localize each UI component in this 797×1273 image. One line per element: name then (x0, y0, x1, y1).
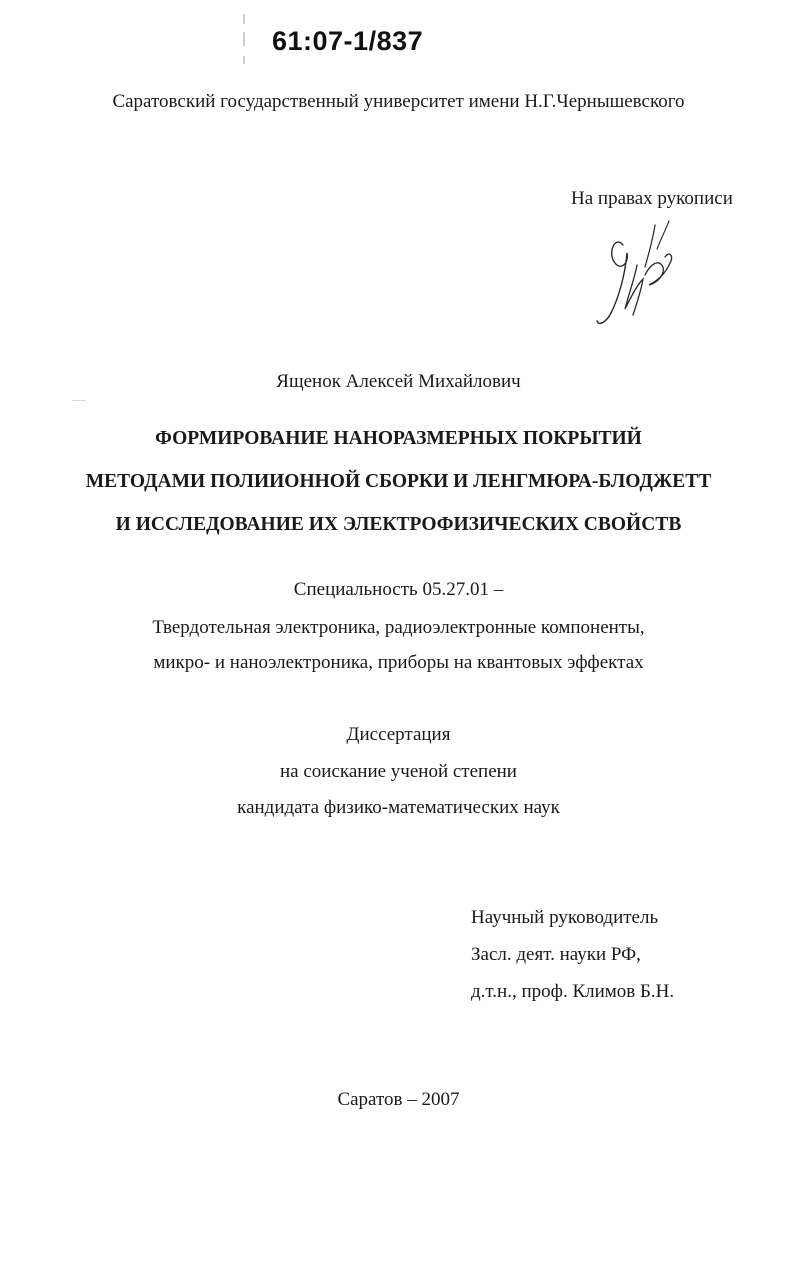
specialty-code: Специальность 05.27.01 – (293, 579, 504, 600)
specialty-description: Твердотельная электроника, радиоэлектронные компоненты, (152, 617, 645, 638)
library-code-stamp: 61:07-1/837 (272, 26, 424, 56)
city-and-year: Саратов – 2007 (337, 1089, 460, 1110)
scan-artifact-mark (243, 32, 245, 46)
manuscript-rights-note: На правах рукописи (571, 188, 733, 209)
thesis-title-line: МЕТОДАМИ ПОЛИИОННОЙ СБОРКИ И ЛЕНГМЮРА-БЛОДЖЕТТ (85, 471, 712, 492)
supervisor-title: Засл. деят. науки РФ, (471, 944, 641, 965)
scan-artifact-mark (72, 400, 86, 401)
degree-name: кандидата физико-математических наук (237, 797, 560, 818)
supervisor-name: д.т.н., проф. Климов Б.Н. (471, 981, 675, 1002)
document-type: Диссертация (346, 724, 451, 745)
handwritten-signature (585, 205, 695, 335)
thesis-title-line: И ИССЛЕДОВАНИЕ ИХ ЭЛЕКТРОФИЗИЧЕСКИХ СВОЙСТВ (115, 514, 682, 535)
author-name: Ященок Алексей Михайлович (276, 371, 521, 392)
thesis-title-line: ФОРМИРОВАНИЕ НАНОРАЗМЕРНЫХ ПОКРЫТИЙ (155, 428, 642, 449)
supervisor-label: Научный руководитель (471, 907, 659, 928)
specialty-description: микро- и наноэлектроника, приборы на квантовых эффектах (153, 652, 644, 673)
university-name: Саратовский государственный университет имени Н.Г.Чернышевского (112, 91, 685, 112)
degree-purpose: на соискание ученой степени (280, 761, 517, 782)
scan-artifact-mark (243, 56, 245, 64)
scan-artifact-mark (243, 14, 245, 24)
